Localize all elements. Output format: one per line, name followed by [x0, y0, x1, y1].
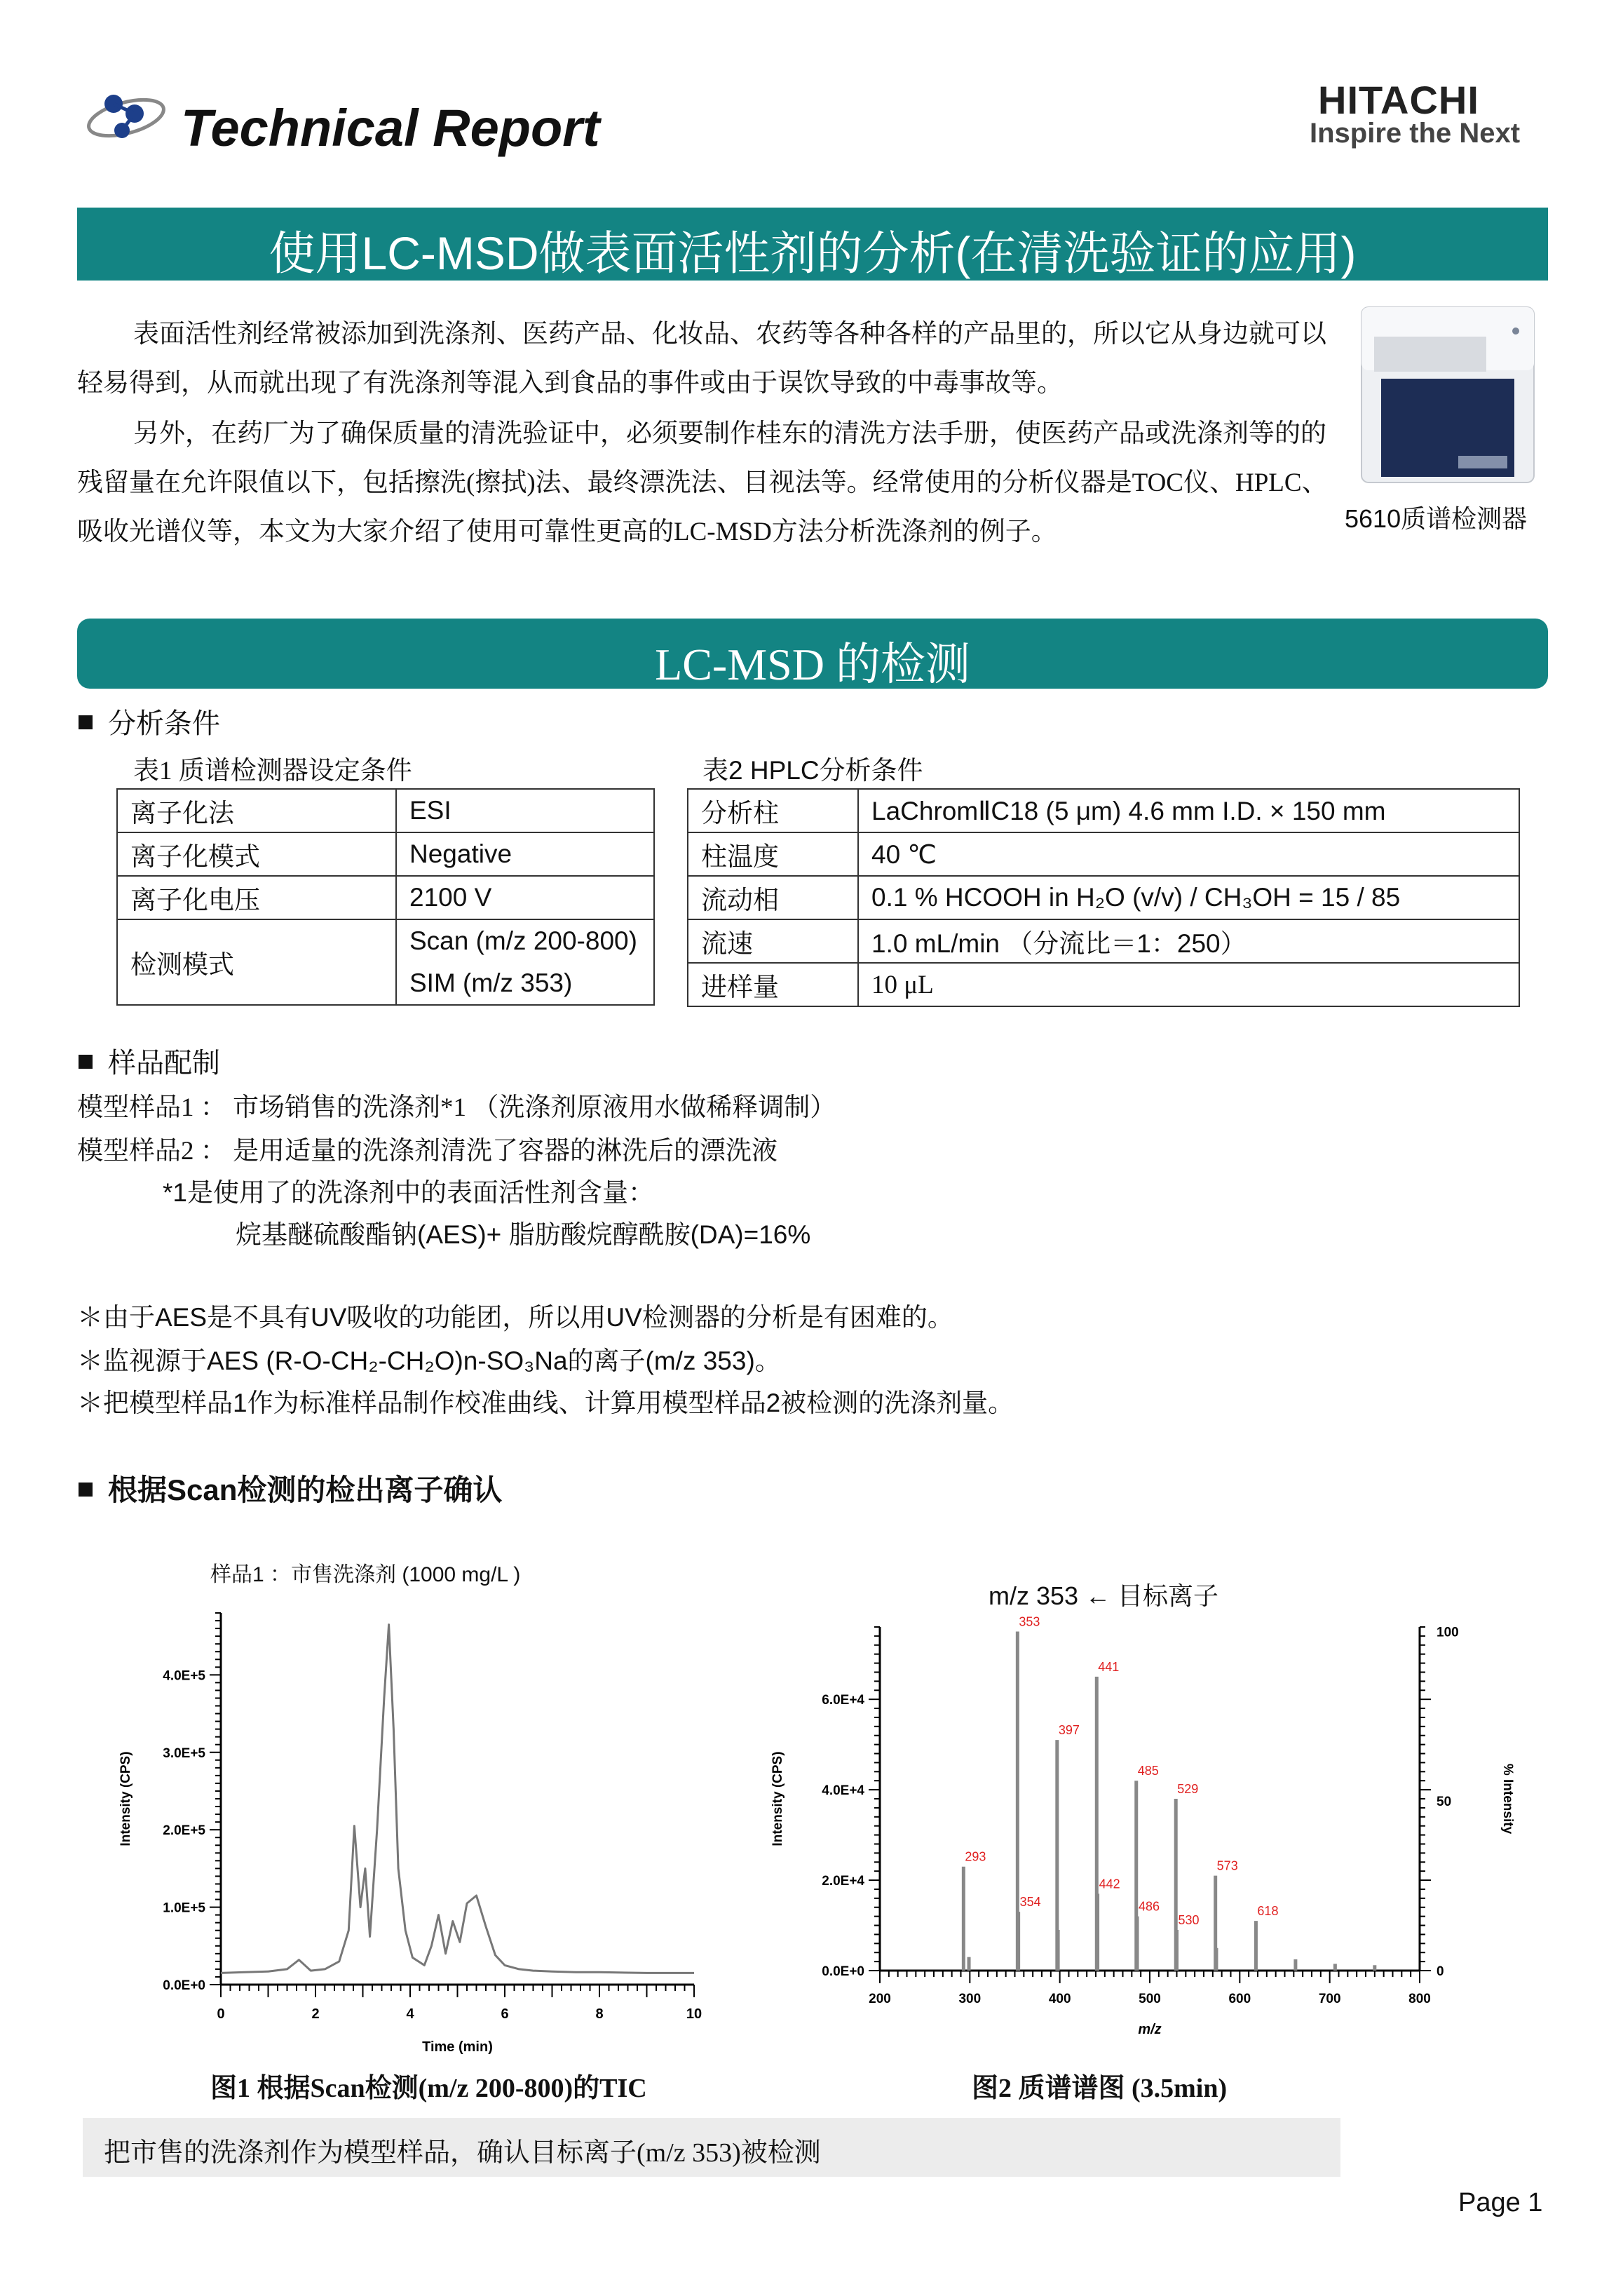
table-row	[117, 832, 654, 876]
instrument-caption: 5610质谱检测器	[1345, 504, 1528, 533]
section-title: LC-MSD 的检测	[655, 640, 970, 689]
table-value: 2100 V	[396, 876, 654, 919]
mass-detector-icon	[1353, 295, 1542, 491]
peak-label: 529	[1177, 1782, 1199, 1796]
y-tick-label: 1.0E+5	[163, 1900, 205, 1916]
sample-note-1: *1是使用了的洗涤剂中的表面活性剂含量：	[163, 1178, 654, 1207]
table-row	[117, 919, 654, 1005]
report-logo	[84, 83, 168, 153]
x-axis-label: Time (min)	[422, 2039, 493, 2055]
x-tick-label: 300	[958, 1992, 982, 2006]
x-tick-label: 700	[1318, 1992, 1341, 2006]
table-key: 分析柱	[688, 789, 858, 832]
x-tick-label: 6	[501, 2006, 509, 2022]
main-title: 使用LC-MSD做表面活性剂的分析(在清洗验证的应用)	[269, 227, 1357, 279]
mass-spectrum-chart	[750, 1606, 1528, 2055]
y2-tick-label: 100	[1437, 1625, 1459, 1640]
note-line: ＊由于AES是不具有UV吸收的功能团，所以用UV检测器的分析是有困难的。	[77, 1303, 953, 1332]
scan-heading-text: 根据Scan检测的检出离子确认	[108, 1473, 503, 1506]
peak-label: 441	[1098, 1659, 1120, 1674]
page-number: Page 1	[1458, 2188, 1543, 2217]
ms-conditions-table	[116, 788, 655, 1006]
table-key: 流动相	[688, 876, 858, 919]
chart2-annotation: m/z 353 ← 目标离子	[989, 1581, 1219, 1610]
table-row	[688, 963, 1519, 1006]
x-tick-label: 500	[1139, 1992, 1161, 2006]
section-banner	[77, 619, 1548, 689]
y-tick-label: 3.0E+5	[163, 1745, 205, 1761]
figure1-caption: 图1 根据Scan检测(m/z 200-800)的TIC	[210, 2074, 647, 2103]
peak-label: 442	[1099, 1877, 1120, 1891]
table-row	[117, 789, 654, 832]
table-key: 柱温度	[688, 832, 858, 876]
y-tick-label: 4.0E+4	[822, 1783, 864, 1799]
x-tick-label: 0	[217, 2006, 225, 2022]
table1-caption: 表1 质谱检测器设定条件	[133, 757, 412, 785]
table-value: 40 ℃	[858, 832, 1519, 876]
note-line: ＊把模型样品1作为标准样品制作校准曲线、计算用模型样品2被检测的洗涤剂量。	[77, 1389, 1014, 1417]
peak-label: 354	[1019, 1895, 1041, 1910]
conditions-heading-text: 分析条件	[108, 708, 220, 739]
brand-name: HITACHI	[1318, 78, 1479, 122]
x-tick-label: 800	[1408, 1992, 1431, 2006]
peak-label: 353	[1019, 1614, 1040, 1629]
peak-label: 485	[1137, 1764, 1159, 1778]
table-row	[117, 876, 654, 919]
table-value-line: Scan (m/z 200-800)	[409, 926, 637, 955]
square-bullet-icon	[79, 715, 93, 729]
peak-label: 618	[1257, 1904, 1279, 1919]
table-key: 离子化法	[117, 789, 396, 832]
conditions-heading	[79, 701, 220, 741]
tic-chart	[98, 1592, 729, 2055]
table-key: 离子化模式	[117, 832, 396, 876]
y-axis-label: Intensity (CPS)	[770, 1751, 785, 1846]
table-value-line: SIM (m/z 353)	[409, 968, 573, 997]
table-value: 1.0 mL/min （分流比＝1：250）	[858, 919, 1519, 963]
y-tick-label: 4.0E+5	[163, 1668, 205, 1684]
square-bullet-icon	[79, 1055, 93, 1069]
x-tick-label: 600	[1228, 1992, 1251, 2006]
summary-box	[83, 2118, 1340, 2177]
sample-note-2: 烷基醚硫酸酯钠(AES)+ 脂肪酸烷醇酰胺(DA)=16%	[236, 1220, 811, 1249]
molecule-logo-icon	[84, 83, 168, 153]
note-line: ＊监视源于AES (R-O-CH₂-CH₂O)n-SO₃Na的离子(m/z 353)。	[77, 1346, 781, 1375]
peak-label: 293	[965, 1849, 986, 1864]
x-tick-label: 200	[869, 1992, 891, 2006]
figure2-caption: 图2 质谱谱图 (3.5min)	[972, 2074, 1228, 2103]
peak-label: 486	[1139, 1899, 1160, 1914]
table2-caption: 表2 HPLC分析条件	[702, 756, 923, 785]
peak-label: 573	[1216, 1858, 1238, 1873]
table-row	[688, 789, 1519, 832]
x-tick-label: 400	[1048, 1992, 1071, 2006]
table-value: LaChromⅡC18 (5 μm) 4.6 mm I.D. × 150 mm	[858, 789, 1519, 832]
x-tick-label: 8	[595, 2006, 604, 2022]
table-row	[688, 876, 1519, 919]
table-key: 进样量	[688, 963, 858, 1006]
x-tick-label: 4	[406, 2006, 414, 2022]
x-axis-label: m/z	[1138, 2022, 1162, 2037]
table-value: 0.1 % HCOOH in H₂O (v/v) / CH₃OH = 15 / 85	[858, 876, 1519, 919]
chart1-annotation: 样品1 ：市售洗涤剂 (1000 mg/L )	[210, 1563, 521, 1586]
y2-tick-label: 50	[1437, 1795, 1452, 1810]
brand-slogan: Inspire the Next	[1310, 118, 1521, 149]
sample-line-1: 模型样品1 ： 市场销售的洗涤剂*1 （洗涤剂原液用水做稀释调制）	[77, 1093, 836, 1122]
y2-axis-label: % Intensity	[1500, 1763, 1515, 1835]
table-value: Negative	[396, 832, 654, 876]
x-tick-label: 10	[686, 2006, 702, 2022]
main-title-banner	[77, 208, 1548, 281]
tic-series-line	[221, 1625, 694, 1973]
x-tick-label: 2	[311, 2006, 320, 2022]
y-axis-label: Intensity (CPS)	[118, 1751, 133, 1846]
square-bullet-icon	[79, 1483, 93, 1497]
table-row	[688, 832, 1519, 876]
sample-prep-heading-text: 样品配制	[108, 1048, 220, 1079]
table-key: 离子化电压	[117, 876, 396, 919]
instrument-image	[1353, 295, 1542, 491]
scan-heading	[79, 1467, 502, 1509]
table-value	[396, 919, 654, 1005]
y-tick-label: 2.0E+4	[822, 1874, 864, 1889]
hplc-conditions-table	[687, 788, 1520, 1007]
y2-tick-label: 0	[1437, 1964, 1444, 1979]
table-row	[688, 919, 1519, 963]
table-value: ESI	[396, 789, 654, 832]
table-key: 流速	[688, 919, 858, 963]
y-tick-label: 6.0E+4	[822, 1693, 864, 1708]
y-tick-label: 0.0E+0	[163, 1978, 205, 1993]
table-key: 检测模式	[117, 919, 396, 1005]
sample-prep-heading	[79, 1041, 220, 1081]
table-value: 10 μL	[858, 963, 1519, 1006]
peak-label: 397	[1058, 1723, 1080, 1738]
report-title: Technical Report	[181, 99, 600, 157]
y-tick-label: 0.0E+0	[822, 1964, 864, 1979]
sample-line-2: 模型样品2 ： 是用适量的洗涤剂清洗了容器的淋洗后的漂洗液	[77, 1137, 777, 1166]
intro-paragraph-1: 表面活性剂经常被添加到洗涤剂、医药产品、化妆品、农药等各种各样的产品里的，所以它从身边就可以轻易得到，从而就出现了有洗涤剂等混入到食品的事件或由于误饮导致的中毒事故等。	[77, 320, 1326, 398]
y-tick-label: 2.0E+5	[163, 1823, 205, 1839]
summary-text: 把市售的洗涤剂作为模型样品，确认目标离子(m/z 353)被检测	[104, 2138, 821, 2168]
peak-label: 530	[1178, 1912, 1200, 1927]
intro-paragraph-2: 另外，在药厂为了确保质量的清洗验证中，必须要制作桂东的清洗方法手册，使医药产品或洗涤剂等的的残留量在允许限值以下，包括擦洗(擦拭)法、最终漂洗法、目视法等。经常使用的分析仪器是TOC仪、HPLC、吸收光谱仪等，本文为大家介绍了使用可靠性更高的LC-MSD方法分析洗涤剂的例子。	[77, 419, 1328, 546]
